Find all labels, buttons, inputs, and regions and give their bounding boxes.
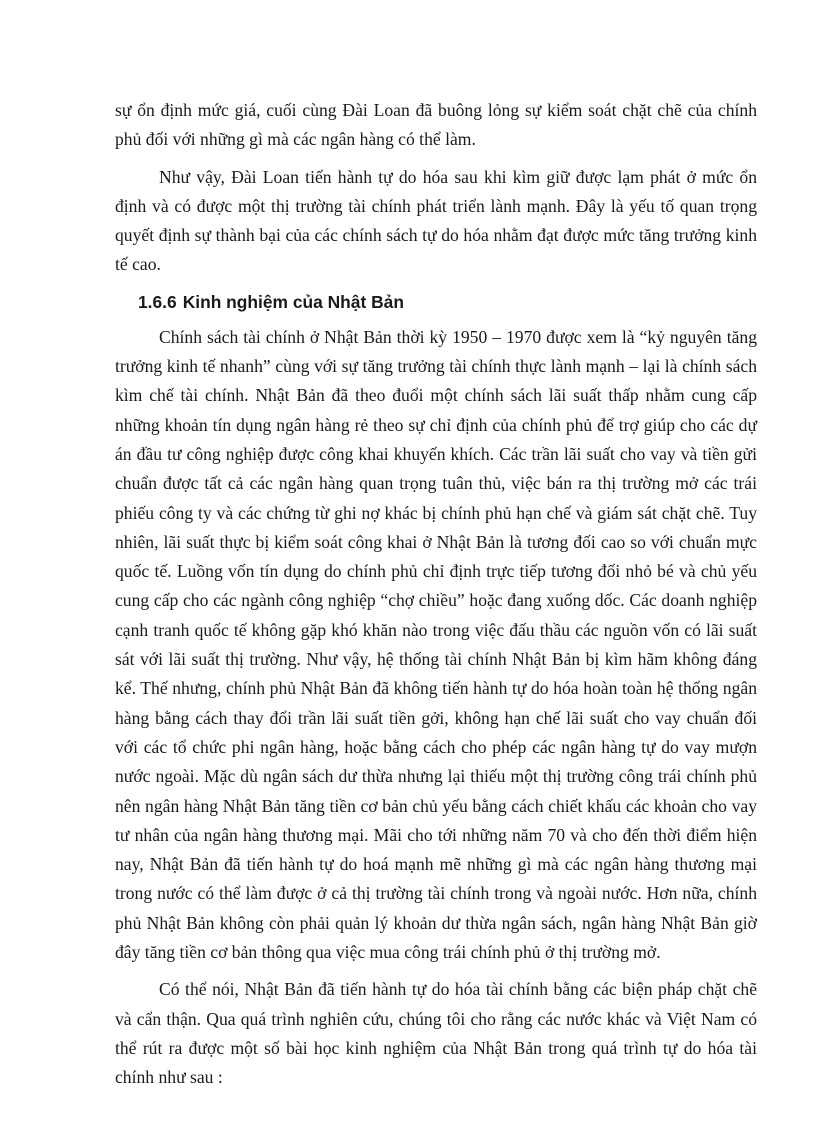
section-heading bbox=[138, 288, 757, 317]
paragraph-taiwan-summary: Như vậy, Đài Loan tiến hành tự do hóa sau khi kìm giữ được lạm phát ở mức ổn định và có được một thị trường tài chính phát triển lành mạnh. Đây là yếu tố quan trọng quyết định sự thành bại của các chính sách tự do hóa nhằm đạt được mức tăng trưởng kinh tế cao. bbox=[115, 166, 757, 275]
document-page bbox=[115, 96, 757, 1101]
section-title: Kinh nghiệm của Nhật Bản bbox=[182, 291, 404, 312]
paragraph-japan-lessons: Có thể nói, Nhật Bản đã tiến hành tự do hóa tài chính bằng các biện pháp chặt chẽ và cẩn thận. Qua quá trình nghiên cứu, chúng tôi cho rằng các nước khác và Việt Nam có thể rút ra được một số bài học kinh nghiệm của Nhật Bản trong quá trình tự do hóa tài chính như sau : bbox=[115, 979, 757, 1088]
section-number: 1.6.6 bbox=[138, 291, 177, 312]
paragraph-continued: sự ổn định mức giá, cuối cùng Đài Loan đã buông lỏng sự kiểm soát chặt chẽ của chính phủ đối với những gì mà các ngân hàng có thể làm. bbox=[115, 100, 757, 150]
paragraph-japan-policy: Chính sách tài chính ở Nhật Bản thời kỳ 1950 – 1970 được xem là “kỷ nguyên tăng trưởng kinh tế nhanh” cùng với sự tăng trưởng tài chính thực lành mạnh – lại là chính sách kìm chế tài chính. Nhật Bản đã theo đuổi một chính sách lãi suất thấp nhằm cung cấp những khoản tín dụng ngân hàng rẻ theo sự chỉ định của chính phủ để trợ giúp cho các dự án đầu tư công nghiệp được công khai khuyến khích. Các trần lãi suất cho vay và tiền gửi chuẩn được tất cả các ngân hàng quan trọng tuân thủ, việc bán ra thị trường mở các trái phiếu công ty và các chứng từ ghi nợ khác bị chính phủ hạn chế và giám sát chặt chẽ. Tuy nhiên, lãi suất thực bị kiểm soát công khai ở Nhật Bản là tương đối cao so với chuẩn mực quốc tế. Luồng vốn tín dụng do chính phủ chỉ định trực tiếp tương đối nhỏ bé và chủ yếu cung cấp cho các ngành công nghiệp “chợ chiều” hoặc đang xuống dốc. Các doanh nghiệp cạnh tranh quốc tế không gặp khó khăn nào trong việc đấu thầu các nguồn vốn có lãi suất sát với lãi suất thị trường. Như vậy, hệ thống tài chính Nhật Bản bị kìm hãm không đáng kể. Thế nhưng, chính phủ Nhật Bản đã không tiến hành tự do hóa hoàn toàn hệ thống ngân hàng bằng cách thay đổi trần lãi suất tiền gởi, không hạn chế lãi suất cho vay chuẩn đối với các tổ chức phi ngân hàng, hoặc bằng cách cho phép các ngân hàng tự do vay mượn nước ngoài. Mặc dù ngân sách dư thừa nhưng lại thiếu một thị trường công trái chính phủ nên ngân hàng Nhật Bản tăng tiền cơ bản chủ yếu bằng cách chiết khấu các khoản cho vay tư nhân của ngân hàng thương mại. Mãi cho tới những năm 70 và cho đến thời điểm hiện nay, Nhật Bản đã tiến hành tự do hoá mạnh mẽ những gì mà các ngân hàng thương mại trong nước có thể làm được ở cả thị trường tài chính trong và ngoài nước. Hơn nữa, chính phủ Nhật Bản không còn phải quản lý khoản dư thừa ngân sách, ngân hàng Nhật Bản giờ đây tăng tiền cơ bản thông qua việc mua công trái chính phủ ở thị trường mở. bbox=[115, 326, 757, 963]
